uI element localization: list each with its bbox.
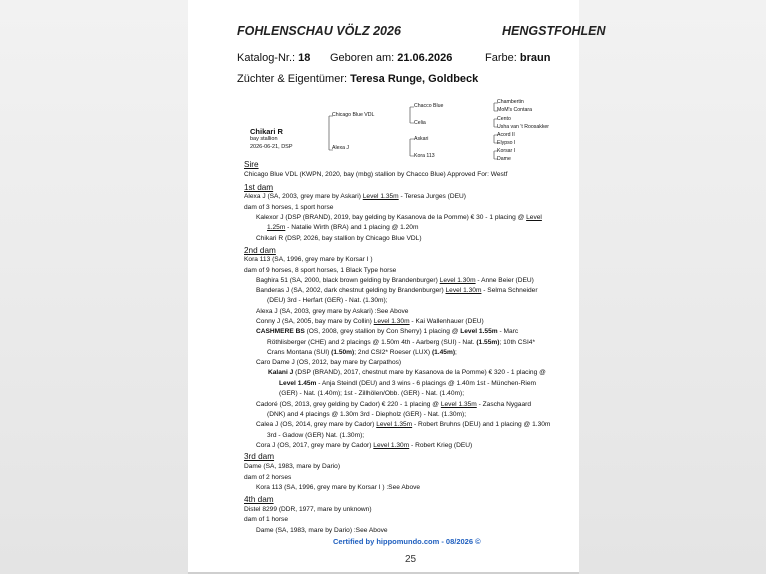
pedigree-dsd: Elypso I [497, 140, 516, 146]
second-dam-grand-offspring-1: Kalani J (DSP (BRAND), 2017, chestnut mare by Kasanova de la Pomme) € 320 - 1 placing @ [268, 369, 546, 376]
third-dam-summary: dam of 2 horses [244, 474, 292, 481]
second-dam-offspring-8-cont: 3rd - Gadow (GER) Nat. (1.30m); [267, 432, 365, 439]
second-dam-heading: 2nd dam [244, 246, 276, 255]
fourth-dam-line: Distel 8299 (DDR, 1977, mare by unknown) [244, 506, 372, 513]
second-dam-offspring-2-cont: (DEU) 3rd - Herfart (GER) - Nat. (1.30m); [267, 297, 388, 304]
first-dam-offspring-1: Kalexor J (DSP (BRAND), 2019, bay gelding by Kasanova de la Pomme) € 30 - 1 placing @ Level [256, 214, 542, 221]
second-dam-offspring-6: Caro Dame J (OS, 2012, bay mare by Carpathos) [256, 359, 402, 366]
page-category: HENGSTFOHLEN [502, 24, 606, 38]
pedigree-sdd: Usha van 't Roosakker [497, 124, 550, 130]
third-dam-offspring-1: Kora 113 (SA, 1996, grey mare by Korsar I ) :See Above [256, 484, 421, 491]
pedigree-dss: Acord II [497, 132, 515, 138]
pedigree-ds: Askari [414, 136, 429, 142]
certification-footer: Certified by hippomundo.com - 08/2026 © [333, 537, 481, 546]
first-dam-heading: 1st dam [244, 183, 274, 192]
page-title: FOHLENSCHAU VÖLZ 2026 [237, 24, 401, 38]
second-dam-offspring-3: Alexa J (SA, 2003, grey mare by Askari) :See Above [256, 308, 409, 315]
pedigree-dam: Alexa J [332, 145, 350, 151]
birth-date: Geboren am: 21.06.2026 [330, 52, 453, 64]
fourth-dam-heading: 4th dam [244, 495, 274, 504]
second-dam-grand-offspring-1-cont-1: Level 1.45m - Anja Steindl (DEU) and 3 wins - 6 placings @ 1.40m 1st - München-Riem [279, 380, 537, 387]
coat-color: Farbe: braun [485, 52, 551, 64]
second-dam-offspring-8: Calea J (OS, 2014, grey mare by Cador) Level 1.35m - Robert Bruhns (DEU) and 1 placing @ 1.30m [256, 421, 551, 428]
foal-name: Chikari R [250, 127, 283, 136]
pedigree-dd: Kora 113 [414, 153, 435, 159]
fourth-dam-offspring-1: Dame (SA, 1983, mare by Dario) :See Above [256, 527, 388, 534]
sire-line: Chicago Blue VDL (KWPN, 2020, bay (mbg) stallion by Chacco Blue) Approved For: Westf [244, 171, 508, 178]
pedigree-sire: Chicago Blue VDL [332, 112, 375, 118]
pedigree-ddd: Dame [497, 156, 511, 162]
first-dam-line: Alexa J (SA, 2003, grey mare by Askari) Level 1.35m - Teresa Jurges (DEU) [244, 193, 466, 200]
second-dam-offspring-7: Cadoré (OS, 2013, grey gelding by Cador) € 220 - 1 placing @ Level 1.35m - Zascha Nygaard [256, 401, 532, 408]
second-dam-offspring-4: Conny J (SA, 2005, bay mare by Collin) Level 1.30m - Kai Wallenhauer (DEU) [256, 318, 484, 325]
foal-sex: bay stallion [250, 136, 278, 142]
second-dam-offspring-5: CASHMERE BS (OS, 2008, grey stallion by Con Sherry) 1 placing @ Level 1.55m - Marc [256, 328, 519, 335]
third-dam-heading: 3rd dam [244, 452, 275, 461]
breeder-owner: Züchter & Eigentümer: Teresa Runge, Goldbeck [237, 73, 479, 85]
second-dam-offspring-5-cont-2: Crans Montana (SUI) (1.50m); 2nd CSI2* Roeser (LUX) (1.45m); [267, 349, 457, 356]
third-dam-line: Dame (SA, 1983, mare by Dario) [244, 463, 341, 470]
pedigree-dds: Korsar I [497, 148, 516, 154]
second-dam-grand-offspring-1-cont-2: (GER) - Nat. (1.40m); 1st - Zillhölen/Obb. (GER) - Nat. (1.40m); [279, 390, 465, 397]
first-dam-offspring-2: Chikari R (DSP, 2026, bay stallion by Chicago Blue VDL) [256, 235, 422, 242]
catalog-page [188, 0, 606, 574]
pedigree-ss: Chacco Blue [414, 103, 444, 109]
fourth-dam-summary: dam of 1 horse [244, 516, 288, 523]
pedigree-lines [188, 0, 579, 170]
page-number: 25 [405, 554, 417, 565]
second-dam-offspring-2: Banderas J (SA, 2002, dark chestnut gelding by Brandenburger) Level 1.30m - Selma Schneider [256, 287, 538, 294]
first-dam-offspring-1-cont: 1.25m - Natalie Wirth (BRA) and 1 placing @ 1.20m [267, 224, 419, 231]
catalog-number: Katalog-Nr.: 18 [237, 52, 311, 64]
pedigree-sss: Chambertin [497, 99, 524, 105]
background-left [0, 0, 188, 574]
second-dam-line: Kora 113 (SA, 1996, grey mare by Korsar I ) [244, 256, 373, 263]
sire-heading: Sire [244, 160, 259, 169]
foal-info: 2026-06-21, DSP [250, 144, 293, 150]
second-dam-offspring-7-cont: (DNK) and 4 placings @ 1.30m 3rd - Diepholz (GER) - Nat. (1.30m); [267, 411, 467, 418]
second-dam-offspring-1: Baghira 51 (SA, 2000, black brown gelding by Brandenburger) Level 1.30m - Anne Beier (DEU) [256, 277, 534, 284]
second-dam-offspring-5-cont-1: Röthlisberger (CHE) and 2 placings @ 1.50m 4th - Aarberg (SUI) - Nat. (1.55m); 10th CSI4* [267, 339, 536, 346]
pedigree-sd: Celia [414, 120, 426, 126]
second-dam-summary: dam of 9 horses, 8 sport horses, 1 Black Type horse [244, 267, 397, 274]
second-dam-offspring-9: Cora J (OS, 2017, grey mare by Cador) Level 1.30m - Robert Krieg (DEU) [256, 442, 473, 449]
pedigree-ssd: MoM's Contara [497, 107, 533, 113]
background-right [579, 0, 766, 574]
pedigree-sds: Cento [497, 116, 511, 122]
first-dam-summary: dam of 3 horses, 1 sport horse [244, 204, 334, 211]
